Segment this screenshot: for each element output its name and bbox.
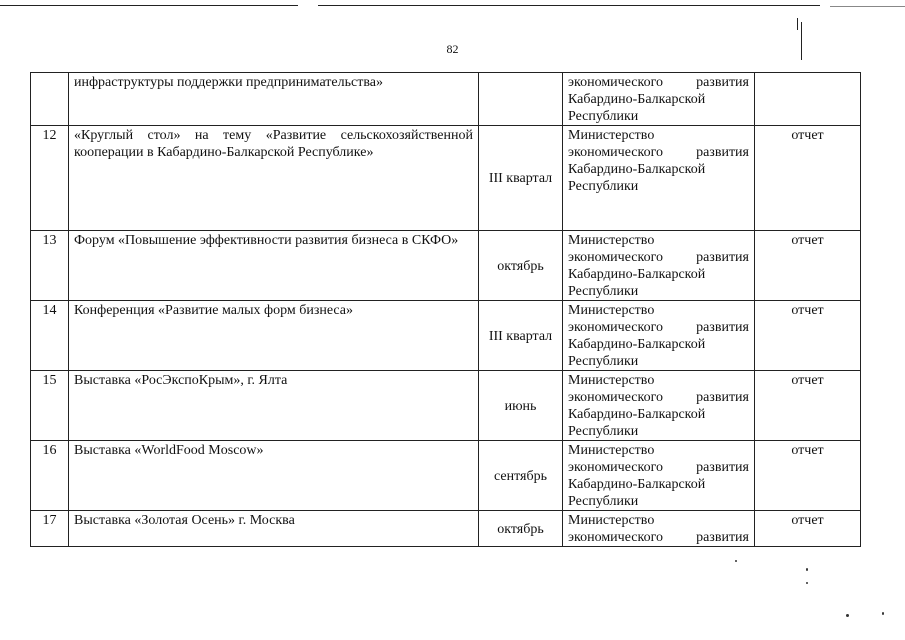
event-period: октябрь [479, 231, 563, 301]
event-title: Выставка «РосЭкспоКрым», г. Ялта [69, 371, 479, 441]
result-form: отчет [755, 371, 861, 441]
scan-speck [806, 582, 808, 584]
event-period: III квартал [479, 301, 563, 371]
scan-speck [735, 560, 737, 562]
result-form [755, 73, 861, 126]
responsible-organization [563, 301, 755, 371]
responsible-organization [563, 231, 755, 301]
organization-line: Республики [568, 109, 639, 124]
organization-line: экономического развития [568, 390, 749, 405]
organization-line: Кабардино-Балкарской [568, 407, 706, 422]
result-form: отчет [755, 126, 861, 231]
table-row [31, 301, 861, 371]
organization-line: Министерство [568, 373, 655, 388]
scan-mark-vertical [797, 18, 798, 30]
event-title: инфраструктуры поддержки предпринимательства» [69, 73, 479, 126]
event-title: Выставка «WorldFood Moscow» [69, 441, 479, 511]
scan-edge-line-left [0, 5, 298, 6]
row-number: 12 [31, 126, 69, 231]
organization-line: экономического развития [568, 320, 749, 335]
result-form: отчет [755, 511, 861, 547]
organization-line: Республики [568, 179, 639, 194]
events-table [30, 72, 861, 547]
event-title: «Круглый стол» на тему «Развитие сельскохозяйственной кооперации в Кабардино-Балкарской Республике» [69, 126, 479, 231]
organization-line: экономического развития [568, 460, 749, 475]
organization-line: Республики [568, 284, 639, 299]
organization-line: экономического развития [568, 75, 749, 90]
organization-line: Министерство [568, 128, 655, 143]
organization-line: Кабардино-Балкарской [568, 162, 706, 177]
organization-line: экономического развития [568, 145, 749, 160]
event-title: Форум «Повышение эффективности развития бизнеса в СКФО» [69, 231, 479, 301]
event-period [479, 73, 563, 126]
result-form: отчет [755, 301, 861, 371]
responsible-organization [563, 73, 755, 126]
organization-line: Министерство [568, 303, 655, 318]
table-row [31, 371, 861, 441]
organization-line: Республики [568, 424, 639, 439]
row-number: 14 [31, 301, 69, 371]
organization-line: Кабардино-Балкарской [568, 92, 706, 107]
responsible-organization [563, 511, 755, 547]
organization-line: Министерство [568, 443, 655, 458]
table-row [31, 126, 861, 231]
organization-line: Кабардино-Балкарской [568, 477, 706, 492]
scan-edge-line-right [318, 5, 820, 6]
event-period: III квартал [479, 126, 563, 231]
organization-line: Республики [568, 494, 639, 509]
page-number: 82 [446, 42, 459, 56]
organization-line: Республики [568, 354, 639, 369]
result-form: отчет [755, 441, 861, 511]
event-period: октябрь [479, 511, 563, 547]
row-number [31, 73, 69, 126]
row-number: 15 [31, 371, 69, 441]
result-form: отчет [755, 231, 861, 301]
event-title: Выставка «Золотая Осень» г. Москва [69, 511, 479, 547]
organization-line: экономического развития [568, 530, 749, 545]
row-number: 13 [31, 231, 69, 301]
organization-line: Министерство [568, 513, 655, 528]
row-number: 17 [31, 511, 69, 547]
responsible-organization [563, 371, 755, 441]
table-row [31, 73, 861, 126]
organization-line: Кабардино-Балкарской [568, 337, 706, 352]
organization-line: Министерство [568, 233, 655, 248]
row-number: 16 [31, 441, 69, 511]
events-table-body [31, 73, 861, 547]
table-row [31, 231, 861, 301]
scan-speck [882, 612, 884, 615]
responsible-organization [563, 126, 755, 231]
scan-speck [846, 614, 849, 617]
organization-line: Кабардино-Балкарской [568, 267, 706, 282]
event-period: сентябрь [479, 441, 563, 511]
scan-speck [806, 568, 808, 571]
event-period: июнь [479, 371, 563, 441]
event-title: Конференция «Развитие малых форм бизнеса» [69, 301, 479, 371]
responsible-organization [563, 441, 755, 511]
table-row [31, 441, 861, 511]
table-row [31, 511, 861, 547]
organization-line: экономического развития [568, 250, 749, 265]
scan-edge-line-far [830, 6, 905, 7]
